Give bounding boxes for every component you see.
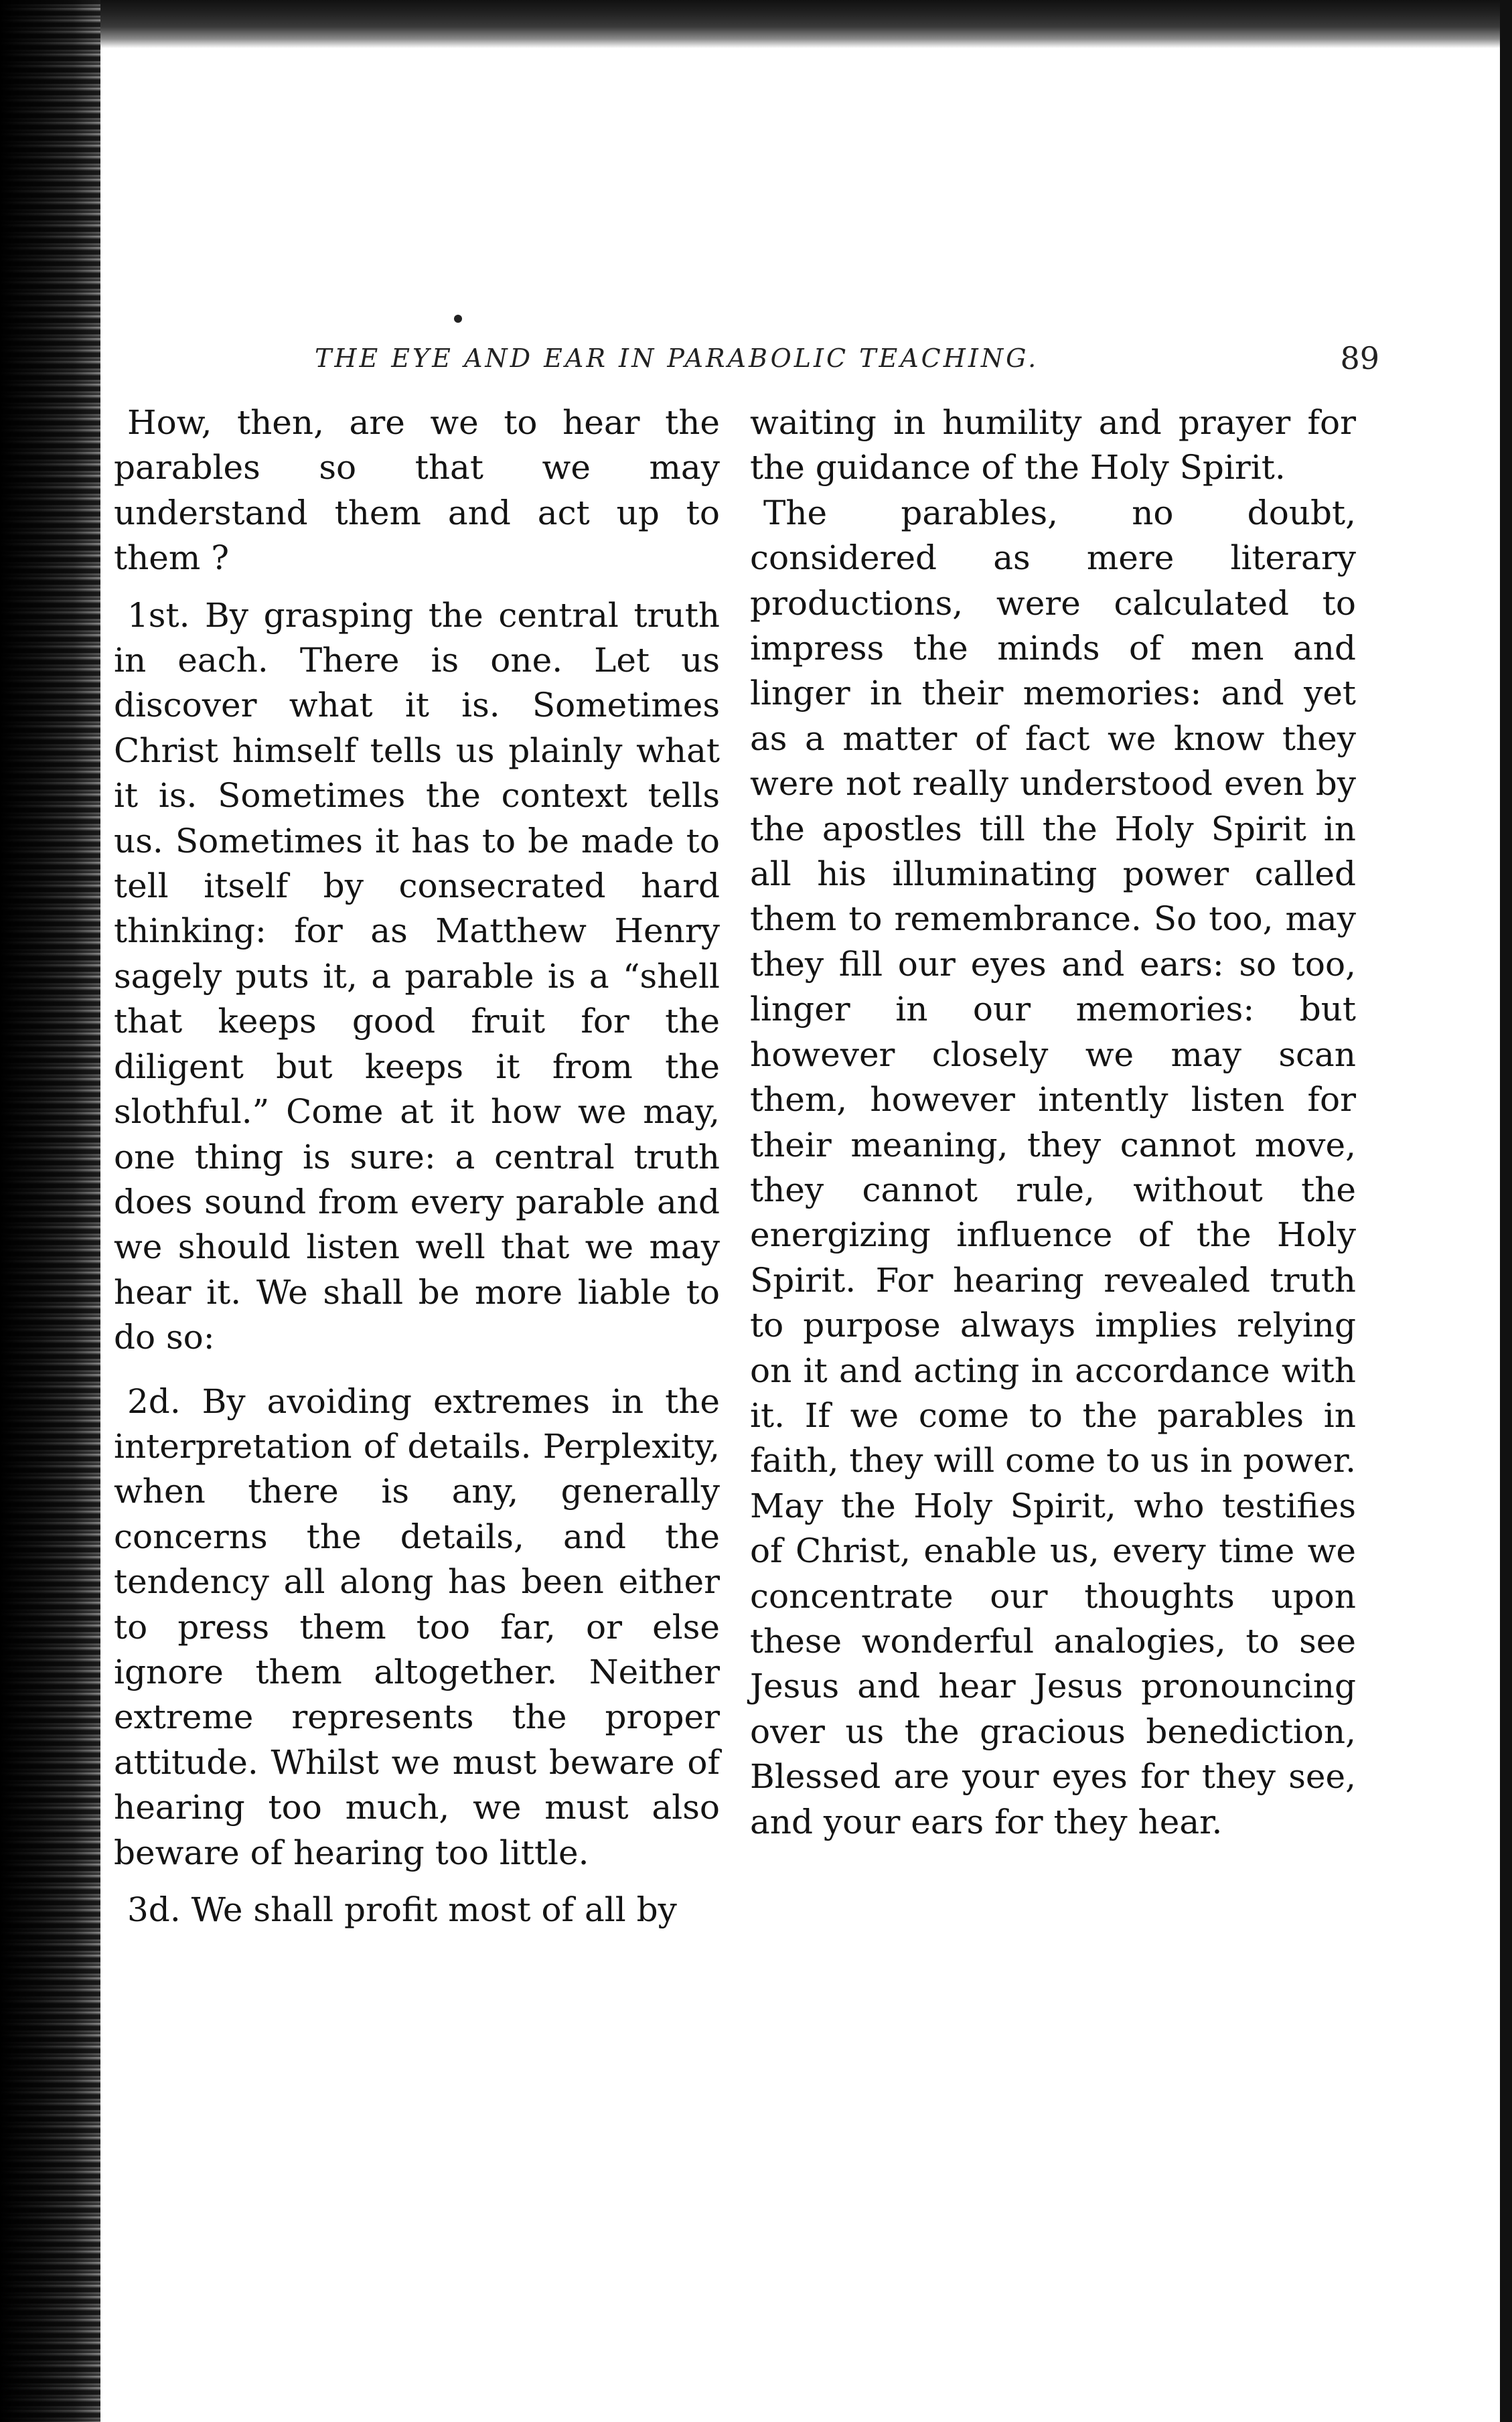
- running-title: THE EYE AND EAR IN PARABOLIC TEACHING.: [315, 344, 1039, 373]
- left-column: [114, 400, 720, 1933]
- page-number: 89: [1340, 340, 1379, 376]
- scan-right-edge: [1500, 0, 1512, 2422]
- paragraph: 1st. By grasping the central truth in each. There is one. Let us discover what it is. Sometimes Christ himself tells us plainly what it is. Sometimes the context tells us. Sometimes it has to be made to tell itself by consecrated hard thinking: for as Matthew Henry sagely puts it, a parable is a “shell that keeps good fruit for the diligent but keeps it from the slothful.” Come at it how we may, one thing is sure: a central truth does sound from every parable and we should listen well that we may hear it. We shall be more liable to do so:: [114, 595, 720, 1357]
- paragraph: 3d. We shall profit most of all by: [127, 1890, 677, 1929]
- right-column: [750, 400, 1356, 1845]
- paragraph: waiting in humility and prayer for the guidance of the Holy Spirit.: [750, 403, 1356, 487]
- paragraph: How, then, are we to hear the parables so that we may understand them and act up to them ?: [114, 403, 720, 578]
- paragraph: The parables, no doubt, considered as mere literary productions, were calculated to impress the minds of men and linger in their memories: and yet as a matter of fact we know they were not really understood even by the apostles till the Holy Spirit in all his illuminating power called them to remembrance. So too, may they fill our eyes and ears: so too, linger in our memories: but however closely we may scan them, however intently listen for their meaning, they cannot move, they cannot rule, without the energizing influence of the Holy Spirit. For hearing revealed truth to purpose always implies relying on it and acting in accordance with it. If we come to the parables in faith, they will come to us in power. May the Holy Spirit, who testifies of Christ, enable us, every time we concentrate our thoughts upon these wonderful analogies, to see Jesus and hear Jesus pronouncing over us the gracious benediction, Blessed are your eyes for they see, and your ears for they hear.: [750, 493, 1356, 1841]
- page-header: [315, 335, 1379, 382]
- scan-binding-edge: [0, 0, 100, 2422]
- scan-top-edge: [0, 0, 1512, 48]
- ink-speck: [454, 315, 462, 323]
- paragraph: 2d. By avoiding extremes in the interpretation of details. Perplexity, when there is any, generally concerns the details, and the tendency all along has been either to press them too far, or else ignore them altogether. Neither extreme represents the proper attitude. Whilst we must beware of hearing too much, we must also beware of hearing too little.: [114, 1381, 720, 1872]
